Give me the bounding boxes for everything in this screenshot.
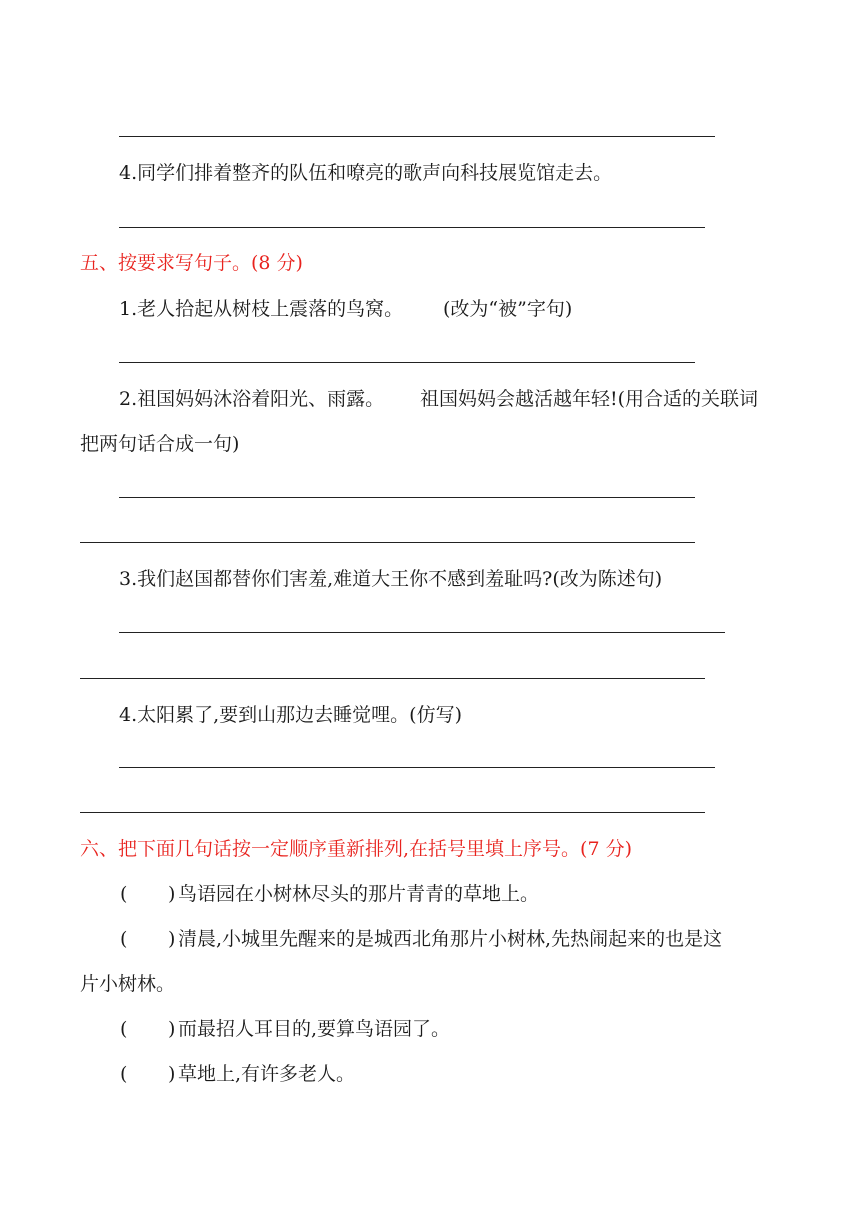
question-4-text: 4.同学们排着整齐的队伍和嘹亮的歌声向科技展览馆走去。 — [119, 162, 613, 184]
answer-line[interactable] — [119, 632, 725, 633]
answer-line[interactable] — [80, 542, 695, 543]
order-blank-open[interactable]: ( — [120, 883, 128, 905]
s5-item-3-sentence: 3.我们赵国都替你们害羞,难道大王你不感到羞耻吗?(改为陈述句) — [119, 568, 663, 590]
s5-item-1-sentence: 1.老人拾起从树枝上震落的鸟窝。 — [119, 298, 404, 320]
order-blank-open[interactable]: ( — [120, 928, 128, 950]
order-blank-close: ) — [168, 928, 176, 950]
answer-line[interactable] — [80, 678, 705, 679]
section-6-heading: 六、把下面几句话按一定顺序重新排列,在括号里填上序号。(7 分) — [80, 838, 632, 860]
s5-item-2-sentence: 2.祖国妈妈沐浴着阳光、雨露。 — [119, 388, 385, 410]
s6-item-4-text: 草地上,有许多老人。 — [178, 1063, 356, 1085]
s5-item-2-instruction: 祖国妈妈会越活越年轻!(用合适的关联词 — [420, 388, 759, 410]
answer-line[interactable] — [119, 227, 705, 228]
answer-line[interactable] — [80, 812, 705, 813]
section-5-heading: 五、按要求写句子。(8 分) — [80, 252, 303, 274]
s5-item-2-continuation: 把两句话合成一句) — [80, 433, 240, 455]
order-blank-close: ) — [168, 1018, 176, 1040]
answer-line[interactable] — [119, 362, 695, 363]
order-blank-open[interactable]: ( — [120, 1018, 128, 1040]
s6-item-2-text: 清晨,小城里先醒来的是城西北角那片小树林,先热闹起来的也是这 — [178, 928, 723, 950]
s6-item-1-text: 鸟语园在小树林尽头的那片青青的草地上。 — [178, 883, 540, 905]
answer-line[interactable] — [119, 497, 695, 498]
s5-item-1-instruction: (改为“被”字句) — [443, 298, 573, 320]
order-blank-open[interactable]: ( — [120, 1063, 128, 1085]
s6-item-3-text: 而最招人耳目的,要算鸟语园了。 — [178, 1018, 451, 1040]
order-blank-close: ) — [168, 883, 176, 905]
s5-item-4-sentence: 4.太阳累了,要到山那边去睡觉哩。(仿写) — [119, 704, 462, 726]
s6-item-2-continuation: 片小树林。 — [80, 973, 176, 995]
answer-line[interactable] — [119, 767, 715, 768]
answer-line[interactable] — [119, 136, 715, 137]
order-blank-close: ) — [168, 1063, 176, 1085]
